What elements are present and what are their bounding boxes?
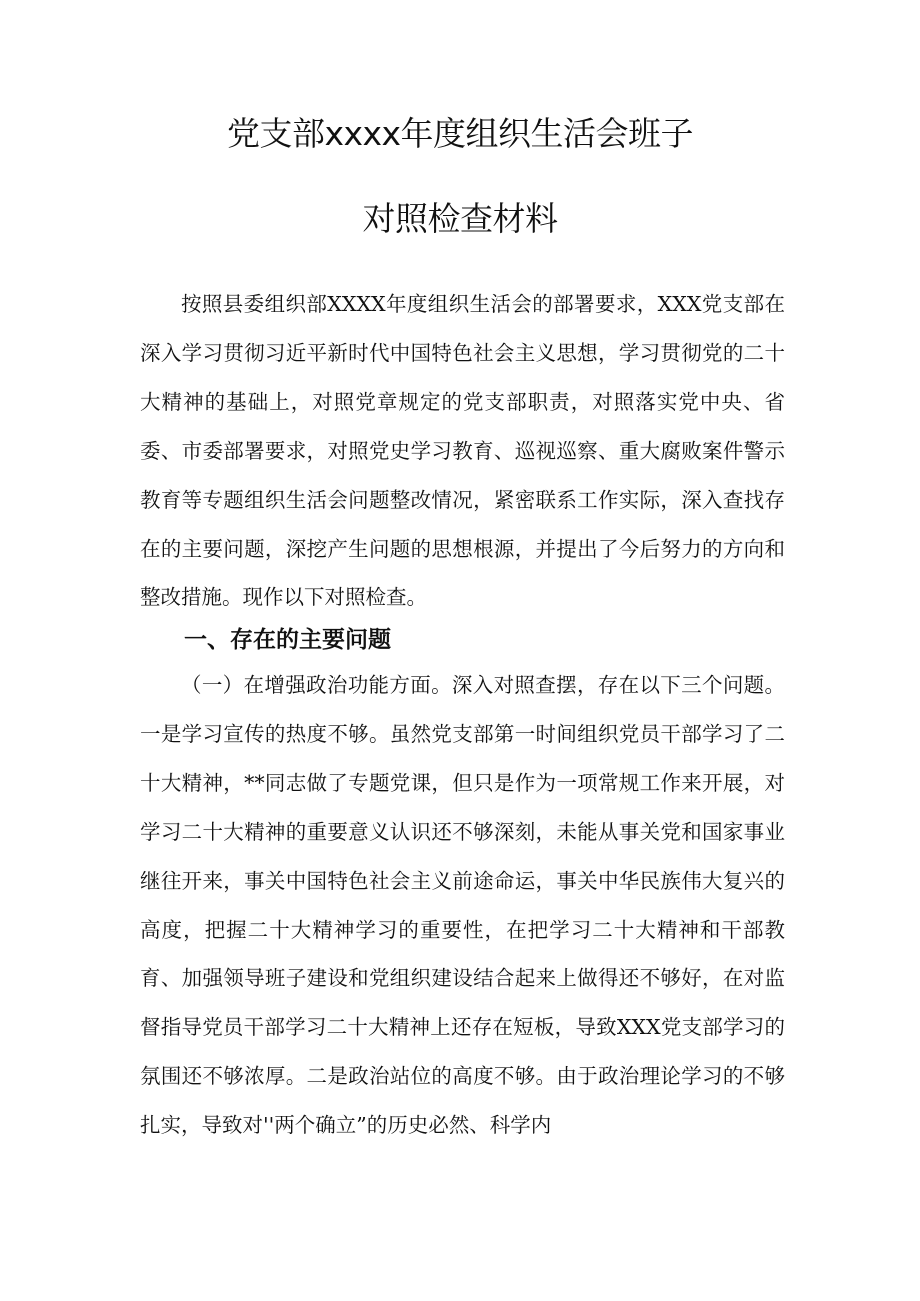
section-paragraph: （一）在增强政治功能方面。深入对照查摆，存在以下三个问题。一是学习宣传的热度不够。虽然党支部第一时间组织党员干部学习了二十大精神，**同志做了专题党课，但只是作为一项常规工作来开展，对学习二十大精神的重要意义认识还不够深刻，未能从事关党和国家事业继往开来，事关中国特色社会主义前途命运，事关中华民族伟大复兴的高度，把握二十大精神学习的重要性，在把学习二十大精神和干部教育、加强领导班子建设和党组织建设结合起来上做得还不够好，在对监督指导党员干部学习二十大精神上还存在短板，导致XXX党支部学习的氛围还不够浓厚。二是政治站位的高度不够。由于政治理论学习的不够扎实，导致对''两个确立”的历史必然、科学内	[140, 673, 785, 1138]
document-title-line-2: 对照检查材料	[362, 199, 558, 238]
section-heading: 一、存在的主要问题	[184, 627, 391, 653]
document-title-line-1: 党支部xxxx年度组织生活会班子	[226, 114, 694, 153]
intro-paragraph: 按照县委组织部XXXX年度组织生活会的部署要求，XXX党支部在深入学习贯彻习近平新时代中国特色社会主义思想，学习贯彻党的二十大精神的基础上，对照党章规定的党支部职责，对照落实党中央、省委、市委部署要求，对照党史学习教育、巡视巡察、重大腐败案件警示教育等专题组织生活会问题整改情况，紧密联系工作实际，深入查找存在的主要问题，深挖产生问题的思想根源，并提出了今后努力的方向和整改措施。现作以下对照检查。	[140, 292, 785, 610]
